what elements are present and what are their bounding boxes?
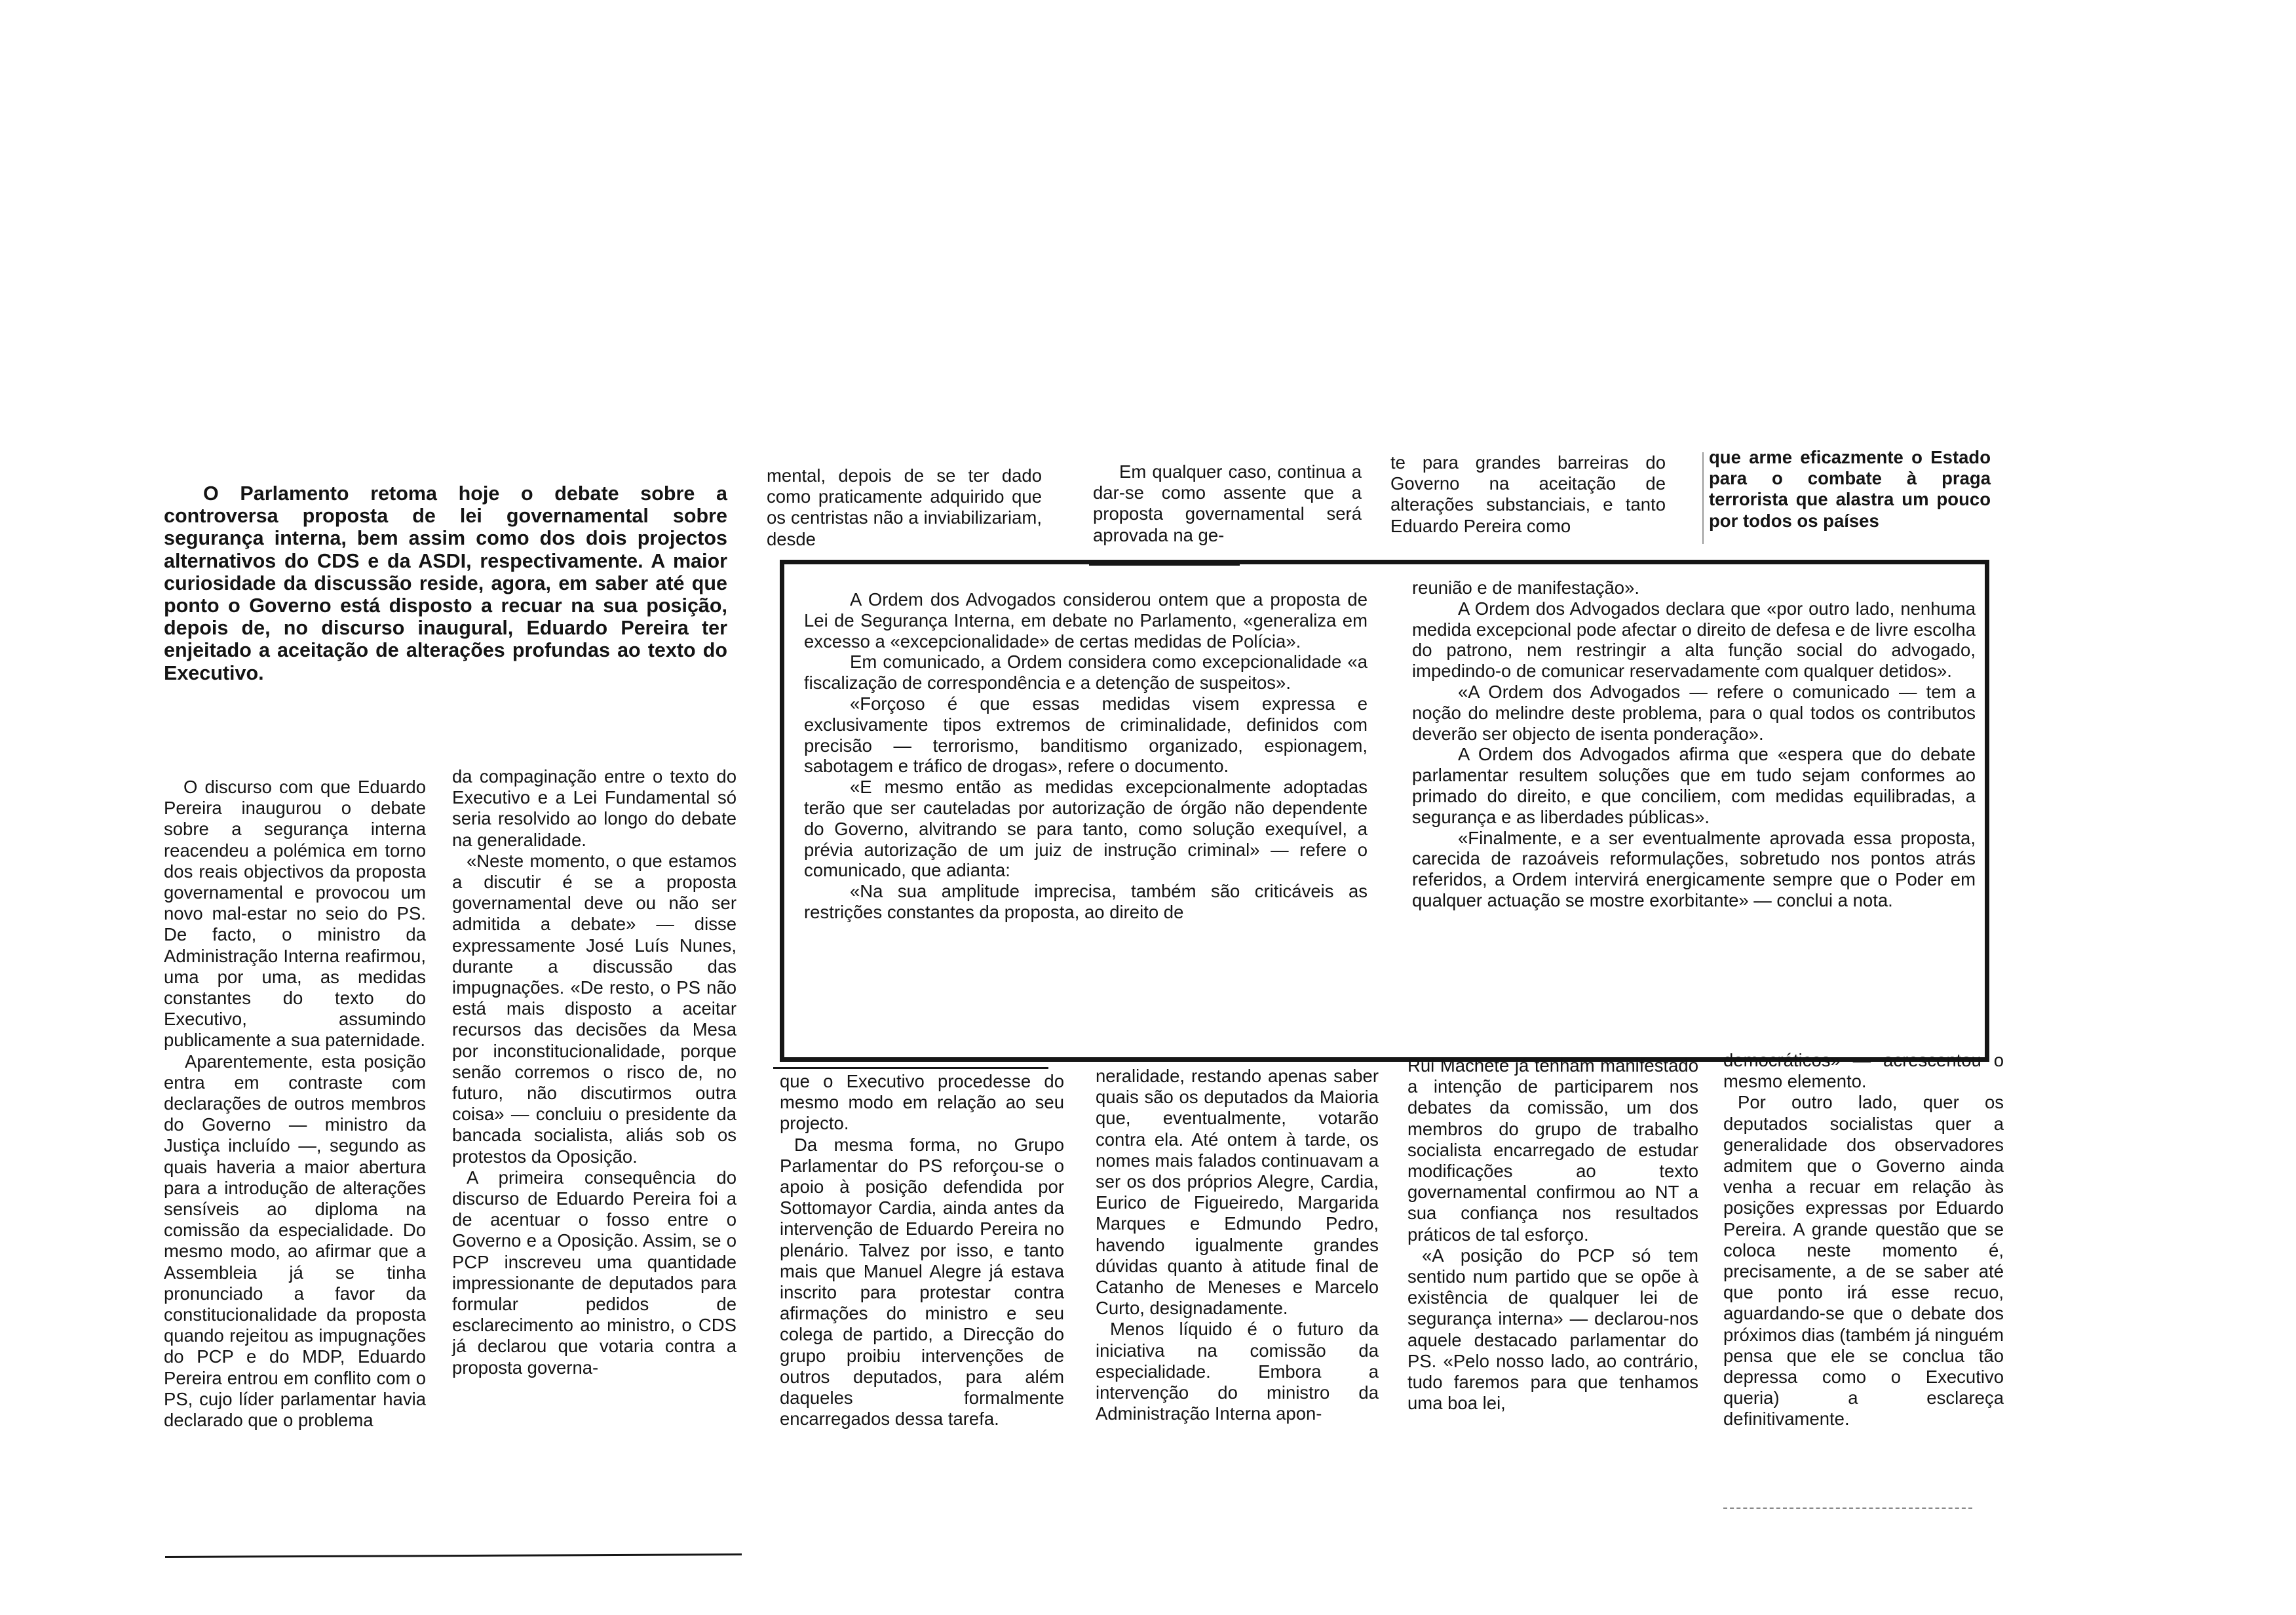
- paragraph: Da mesma forma, no Grupo Parlamentar do PS reforçou-se o apoio à posição defendida por Sottomayor Cardia, ainda antes da intervenção de Eduardo Pereira no plenário. Talvez por isso, e tanto mais que Manuel Alegre já estava inscrito para protestar contra afirmações do ministro e seu colega de partido, a Direcção do grupo proibiu intervenções de outros deputados, para além daqueles formalmente encarregados dessa tarefa.: [780, 1134, 1064, 1430]
- paragraph: Em qualquer caso, continua a dar-se como assente que a proposta governamental será aprovada na ge-: [1093, 461, 1362, 545]
- article-column-5: [1407, 1055, 1698, 1414]
- paragraph: da compaginação entre o texto do Executivo e a Lei Fundamental só seria resolvido ao longo do debate na generalidade.: [452, 766, 737, 850]
- paragraph: neralidade, restando apenas saber quais são os deputados da Maioria que, eventualmente, votarão contra ela. Até ontem à tarde, os nomes mais falados continuavam a ser os dos próprios Alegre, Cardia, Eurico de Figueiredo, Margarida Marques e Edmundo Pedro, havendo igualmente grandes dúvidas quanto à atitude final de Catanho de Meneses e Marcelo Curto, designadamente.: [1096, 1066, 1379, 1319]
- box-paragraph: «Finalmente, e a ser eventualmente aprovada essa proposta, carecida de razoáveis reformulações, sobretudo nos pontos atrás referidos, a Ordem intervirá energicamente sempre que o Poder em qualquer actuação se mostre exorbitante» — conclui a nota.: [1412, 827, 1976, 910]
- section-rule: [773, 1067, 1048, 1069]
- box-paragraph: A Ordem dos Advogados afirma que «espera que do debate parlamentar resultem soluções que em tudo sejam conformes ao primado do direito, e que conciliem, com medidas equilibradas, a segurança e as liberdades públicas».: [1412, 744, 1976, 827]
- box-paragraph: Em comunicado, a Ordem considera como excepcionalidade «a fiscalização de correspondência e a detenção de suspeitos».: [804, 652, 1368, 693]
- box-paragraph: A Ordem dos Advogados declara que «por outro lado, nenhuma medida excepcional pode afectar o direito de defesa e de livre escolha do patrono, nem restringir a alta função social do advogado, impedindo-o de comunicar reservadamente com qualquer detidos».: [1412, 598, 1976, 682]
- deck-text: O Parlamento retoma hoje o debate sobre a controversa proposta de lei governamental sobre segurança interna, bem assim como dos dois projectos alternativos do CDS e da ASDI, respectivamente. A maior curiosidade da discussão reside, agora, em saber até que ponto o Governo está disposto a recuar na sua posição, depois de, no discurso inaugural, Eduardo Pereira ter enjeitado a aceitação de alterações profundas ao texto do Executivo.: [164, 482, 727, 684]
- paragraph: A primeira consequência do discurso de Eduardo Pereira foi a de acentuar o fosso entre o Governo e a Oposição. Assim, se o PCP inscreveu uma quantidade impressionante de deputados para formular pedidos de esclarecimento ao ministro, o CDS já declarou que votaria contra a proposta governa-: [452, 1167, 737, 1378]
- paragraph: democráticos» — acrescentou o mesmo elemento.: [1723, 1050, 2004, 1092]
- box-paragraph: «Forçoso é que essas medidas visem expressa e exclusivamente tipos extremos de criminalidade, definidos com precisão — terrorismo, banditismo organizado, espionagem, sabotagem e tráfico de drogas», refere o documento.: [804, 693, 1368, 777]
- paragraph: Aparentemente, esta posição entra em contraste com declarações de outros membros do Governo — ministro da Justiça incluído —, segundo as quais haveria a maior abertura para a introdução de alterações sensíveis ao diploma na comissão da especialidade. Do mesmo modo, ao afirmar que a Assembleia já se tinha pronunciado a favor da constitucionalidade da proposta quando rejeitou as impugnações do PCP e do MDP, Eduardo Pereira entrou em conflito com o PS, cujo líder parlamentar havia declarado que o problema: [164, 1051, 426, 1431]
- article-bottom-rule: [165, 1553, 742, 1558]
- article-column-1: [164, 777, 426, 1431]
- paragraph: Por outro lado, quer os deputados socialistas quer a generalidade dos observadores admitem que o Governo ainda venha a recuar em relação às posições expressas por Eduardo Pereira. A grande questão que se coloca neste momento é, precisamente, a de se saber até que ponto irá esse recuo, aguardando-se que o debate dos próximos dias (também já ninguém pensa que ele se conclua tão depressa como o Executivo queria) a esclareça definitivamente.: [1723, 1092, 2004, 1430]
- box-paragraph: «E mesmo então as medidas excepcionalmente adoptadas terão que ser cauteladas por autorização de órgão não dependente do Governo, alvitrando se para tanto, como solução exequível, a prévia autorização de um juiz de instrução criminal» — refere o comunicado, que adianta:: [804, 777, 1368, 881]
- article-column-4: [1096, 1066, 1379, 1424]
- paragraph: te para grandes barreiras do Governo na aceitação de alterações substanciais, e tanto Eduardo Pereira como: [1390, 452, 1666, 536]
- column-divider: [1702, 452, 1704, 544]
- top-column-1: [767, 465, 1042, 550]
- top-column-4: [1709, 447, 1991, 532]
- paragraph: que o Executivo procedesse do mesmo modo em relação ao seu projecto.: [780, 1071, 1064, 1134]
- paragraph: Rui Machete já tenham manifestado a intenção de participarem nos debates da comissão, um dos membros do grupo de trabalho socialista encarregado de estudar modificações ao texto governamental confirmou ao NT a sua confiança nos resultados práticos de tal esforço.: [1407, 1055, 1698, 1245]
- paragraph: que arme eficazmente o Estado para o combate à praga terrorista que alastra um pouco por todos os países: [1709, 447, 1991, 531]
- box-paragraph: «Na sua amplitude imprecisa, também são criticáveis as restrições constantes da proposta, ao direito de: [804, 881, 1368, 922]
- box-paragraph: «A Ordem dos Advogados — refere o comunicado — tem a noção do melindre deste problema, para o qual todos os contributos deverão ser objecto de isenta ponderação».: [1412, 681, 1976, 744]
- box-column-right: [1412, 577, 1976, 911]
- paragraph: «A posição do PCP só tem sentido num partido que se opõe à existência de qualquer lei de segurança interna» — declarou-nos aquele destacado parlamentar do PS. «Pelo nosso lado, ao contrário, tudo faremos para que tenhamos uma boa lei,: [1407, 1245, 1698, 1414]
- top-column-3: [1390, 452, 1666, 537]
- top-column-2: [1093, 461, 1362, 546]
- article-column-3: [780, 1071, 1064, 1430]
- column-end-rule: [1723, 1508, 1972, 1509]
- paragraph: O discurso com que Eduardo Pereira inaugurou o debate sobre a segurança interna reacendeu a polémica em torno dos reais objectivos da proposta governamental e provocou um novo mal-estar no seio do PS. De facto, o ministro da Administração Interna reafirmou, uma por uma, as medidas constantes do texto do Executivo, assumindo publicamente a sua paternidade.: [164, 777, 426, 1051]
- box-column-left: [804, 589, 1368, 923]
- paragraph: Menos líquido é o futuro da iniciativa na comissão da especialidade. Embora a intervenção do ministro da Administração Interna apon-: [1096, 1319, 1379, 1424]
- article-column-2: [452, 766, 737, 1378]
- sidebar-box: [780, 560, 1989, 1062]
- article-deck: [164, 482, 727, 684]
- box-paragraph: A Ordem dos Advogados considerou ontem que a proposta de Lei de Segurança Interna, em debate no Parlamento, «generaliza em excesso a «excepcionalidade» de certas medidas de Polícia».: [804, 589, 1368, 652]
- article-column-6: [1723, 1050, 2004, 1430]
- paragraph: mental, depois de se ter dado como praticamente adquirido que os centristas não a inviabilizariam, desde: [767, 465, 1042, 549]
- box-paragraph: reunião e de manifestação».: [1412, 577, 1640, 598]
- paragraph: «Neste momento, o que estamos a discutir é se a proposta governamental deve ou não ser admitida a debate» — disse expressamente José Luís Nunes, durante a discussão das impugnações. «De resto, o PS não está mais disposto a aceitar recursos das decisões da Mesa por inconstitucionalidade, porque senão corremos o risco de, no futuro, não discutirmos outra coisa» — concluiu o presidente da bancada socialista, aliás sob os protestos da Oposição.: [452, 850, 737, 1167]
